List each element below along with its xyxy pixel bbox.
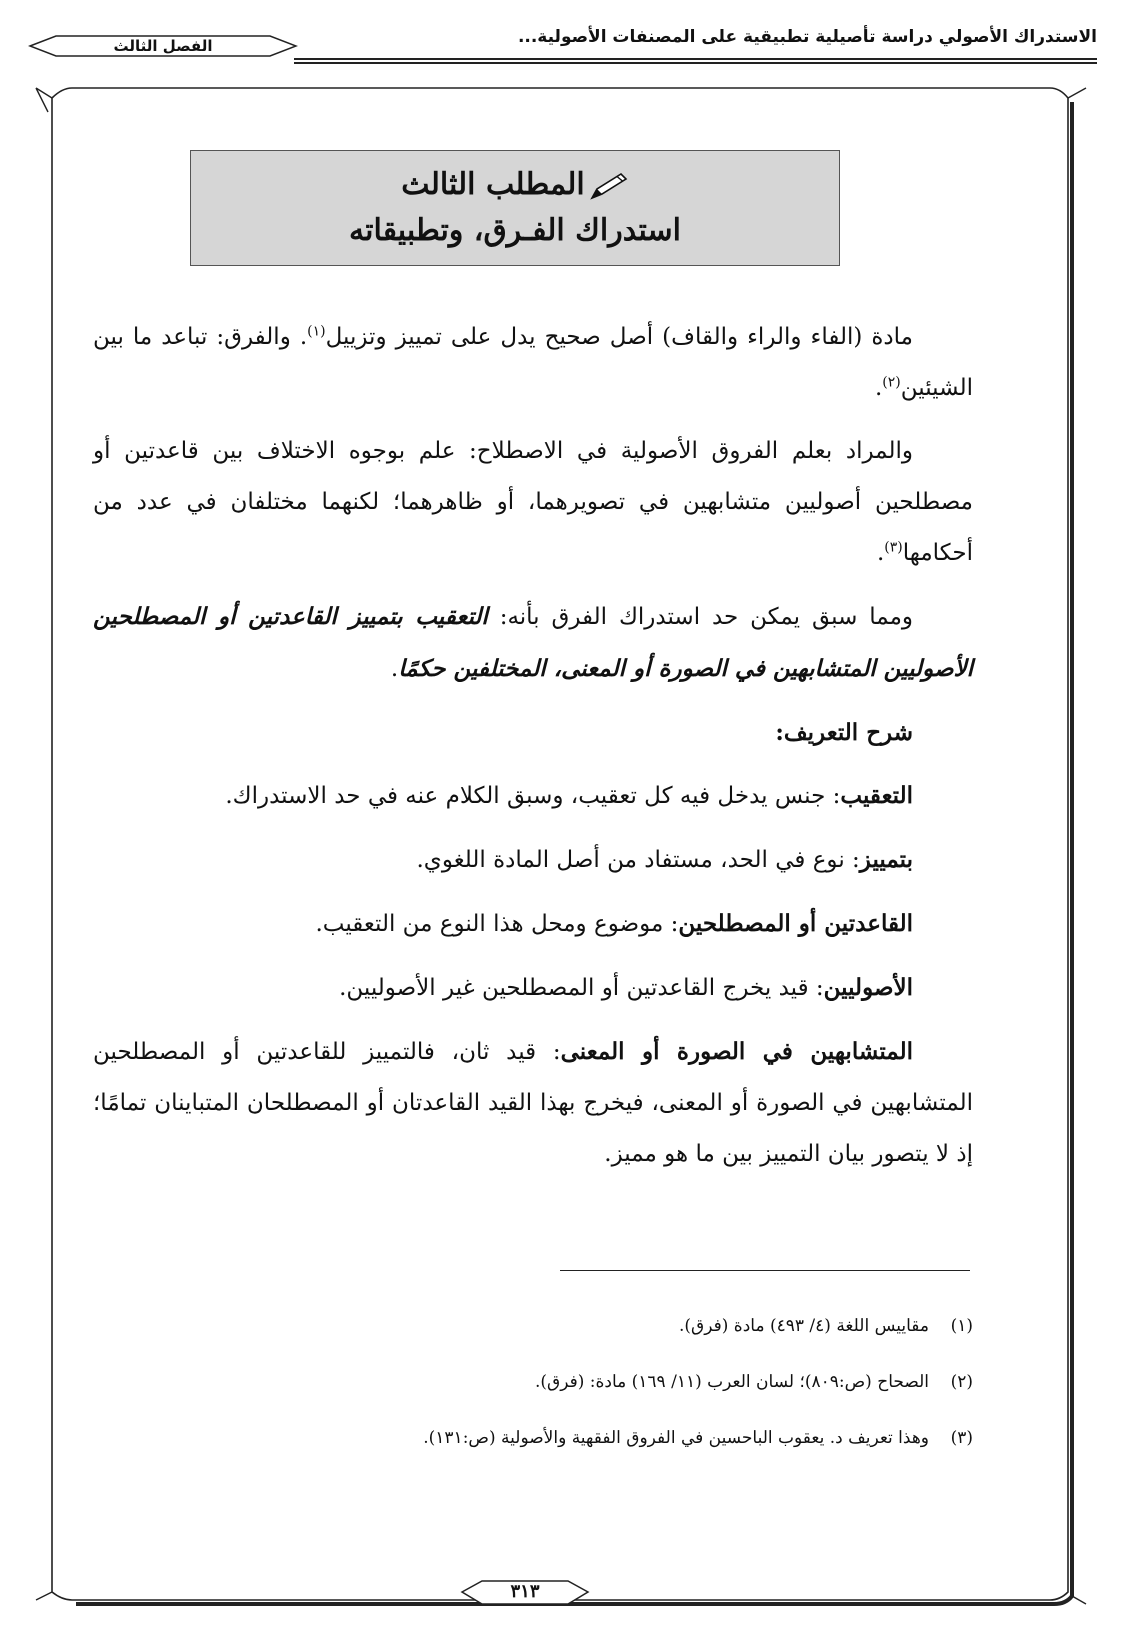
running-title: الاستدراك الأصولي دراسة تأصيلية تطبيقية على المصنفات الأصولية... <box>517 27 1097 47</box>
term-explanation-3: القاعدتين أو المصطلحين: موضوع ومحل هذا النوع من التعقيب. <box>315 910 913 937</box>
section-title: المطلب الثالث <box>191 163 839 207</box>
footnotes <box>93 1315 973 1483</box>
term: القاعدتين أو المصطلحين <box>678 910 913 937</box>
term-explanation-1: التعقيب: جنس يدخل فيه كل تعقيب، وسبق الكلام عنه في حد الاستدراك. <box>225 782 913 809</box>
term-explanation-5: المتشابهين في الصورة أو المعنى: قيد ثان، فالتمييز للقاعدتين أو المصطلحين المتشابهين في الصورة أو المعنى، فيخرج بهذا القيد القاعدتان أو المصطلحان المتباينان تمامًا؛ إذ لا يتصور بيان التمييز بين ما هو مميز. <box>93 1038 973 1167</box>
term: الأصوليين <box>823 974 913 1001</box>
page-number-tab <box>460 1578 590 1614</box>
explanation-heading: شرح التعريف: <box>775 719 913 746</box>
footnote-1: (١)مقاييس اللغة (٤/ ٤٩٣) مادة (فرق). <box>679 1316 973 1336</box>
section-title-box <box>190 150 840 266</box>
footnote-2: (٢)الصحاح (ص:٨٠٩)؛ لسان العرب (١١/ ١٦٩) مادة: (فرق). <box>535 1372 973 1392</box>
paragraph-definition-proposed: ومما سبق يمكن حد استدراك الفرق بأنه: التعقيب بتمييز القاعدتين أو المصطلحين الأصوليين المتشابهين في الصورة أو المعنى، المختلفين حكمًا. <box>93 603 973 682</box>
pencil-icon <box>589 171 629 201</box>
term: المتشابهين في الصورة أو المعنى <box>560 1038 913 1065</box>
body-text <box>93 312 973 1192</box>
term-explanation-2: بتمييز: نوع في الحد، مستفاد من أصل المادة اللغوي. <box>416 846 913 873</box>
term-explanation-4: الأصوليين: قيد يخرج القاعدتين أو المصطلحين غير الأصوليين. <box>339 974 913 1001</box>
term: التعقيب <box>840 782 913 809</box>
footnote-separator <box>560 1270 970 1271</box>
chapter-label: الفصل الثالث <box>113 37 213 55</box>
page-number: ٣١٣ <box>510 1581 540 1602</box>
footnote-ref-1[interactable]: (١) <box>307 323 326 340</box>
footnote-ref-2[interactable]: (٢) <box>882 374 901 391</box>
paragraph-definition-technical: والمراد بعلم الفروق الأصولية في الاصطلاح: علم بوجوه الاختلاف بين قاعدتين أو مصطلحين أصوليين متشابهين في تصويرهما، أو ظاهرهما؛ لكنهما مختلفان في عدد من أحكامها$^{(٣)}$. <box>93 438 973 566</box>
footnote-ref-3[interactable]: (٣) <box>884 539 903 556</box>
section-subtitle: استدراك الفـرق، وتطبيقاته <box>349 213 681 248</box>
footnote-3: (٣)وهذا تعريف د. يعقوب الباحسين في الفروق الفقهية والأصولية (ص:١٣١). <box>423 1428 973 1448</box>
paragraph-definition-lexical: مادة (الفاء والراء والقاف) أصل صحيح يدل على تمييز وتزييل$^{(١)}$. والفرق: تباعد ما بين الشيئين$^{(٢)}$. <box>93 323 973 401</box>
term: بتمييز <box>859 846 913 873</box>
definition-italic: التعقيب بتمييز القاعدتين أو المصطلحين الأصوليين المتشابهين في الصورة أو المعنى، المختلفين حكمًا <box>93 603 973 682</box>
